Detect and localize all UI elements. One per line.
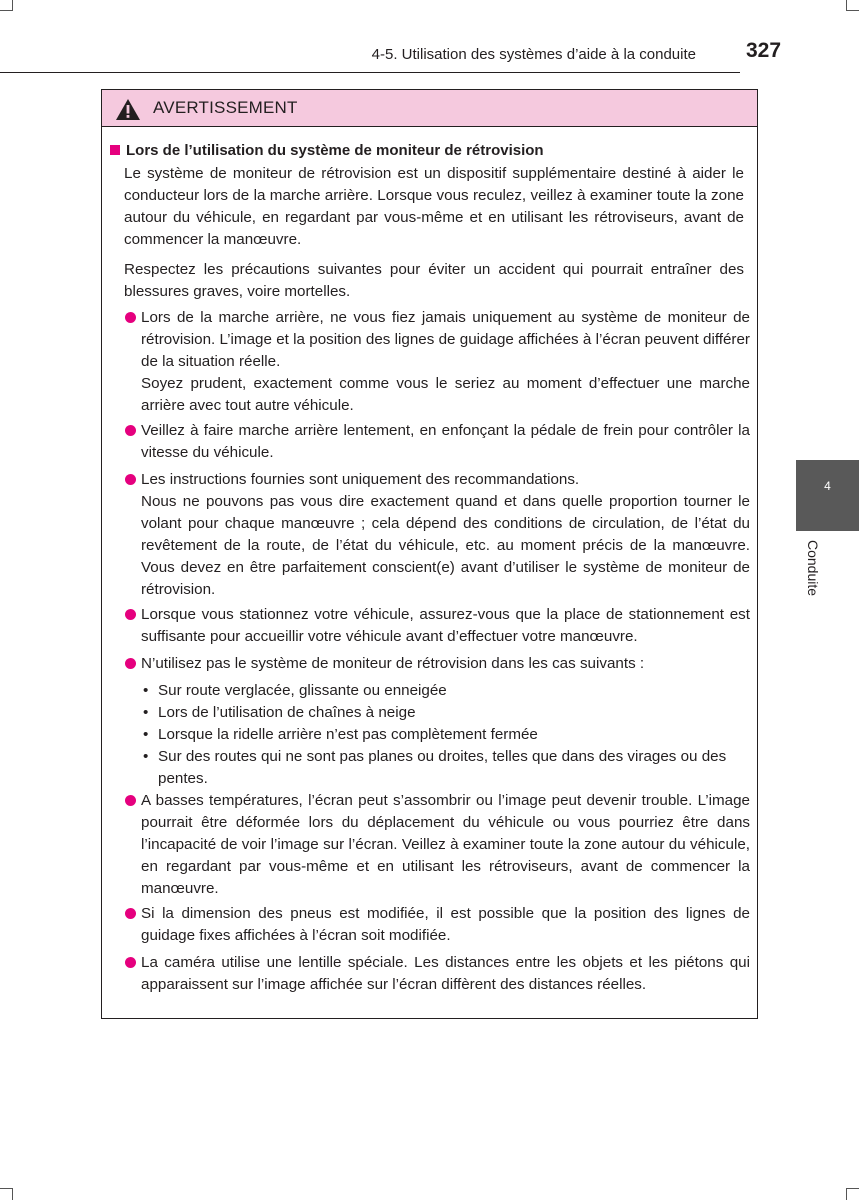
sub-list-item: • Sur route verglacée, glissante ou enneigée <box>140 680 750 702</box>
bullet-dot-icon <box>125 609 136 620</box>
chapter-label-wrap <box>800 540 826 610</box>
running-header: 4-5. Utilisation des systèmes d’aide à la conduite <box>371 46 696 63</box>
bullet-dot-icon <box>125 474 136 485</box>
crop-mark <box>0 1188 12 1189</box>
list-item <box>124 469 750 601</box>
bullet-dot-icon <box>125 795 136 806</box>
list-item-text: Lorsque vous stationnez votre véhicule, assurez-vous que la place de stationnement est suffisante pour accueillir votre véhicule avant d’effectuer votre manœuvre. <box>141 606 750 645</box>
header-rule <box>0 72 740 73</box>
crop-mark <box>847 10 859 11</box>
warning-header <box>102 90 757 127</box>
intro-text: Le système de moniteur de rétrovision est un dispositif supplémentaire destiné à aider le conducteur lors de la marche arrière. Lorsque vous reculez, veillez à examiner toute la zone autour du véhicule, en regardant par vous-même et en utilisant les rétroviseurs, avant de commencer la manœuvre. <box>124 165 744 248</box>
list-item-text: Les instructions fournies sont uniquement des recommandations. <box>141 471 580 488</box>
bullet-dot-icon <box>125 425 136 436</box>
list-item <box>124 952 750 996</box>
page-number: 327 <box>746 39 782 62</box>
bullet-dot-icon <box>125 658 136 669</box>
crop-mark <box>846 1188 847 1200</box>
crop-mark <box>12 1188 13 1200</box>
list-item <box>124 604 750 648</box>
list-item-text: A basses températures, l’écran peut s’assombrir ou l’image peut devenir trouble. L’image pourrait être déformée lors du déplacement du véhicule ou vous pourriez être dans l’incapacité de voir l’image sur l’écran. Veillez à examiner toute la zone autour du véhicule, en regardant par vous-même et en utilisant les rétroviseurs, avant de commencer la manœuvre. <box>141 792 750 897</box>
sub-list-item: • Lors de l’utilisation de chaînes à neige <box>140 702 750 724</box>
intro-paragraph <box>124 259 744 303</box>
chapter-label: Conduite <box>805 540 821 597</box>
list-item-text: Si la dimension des pneus est modifiée, il est possible que la position des lignes de guidage fixes affichées à l’écran soit modifiée. <box>141 905 750 944</box>
list-item <box>124 653 750 675</box>
chapter-tab <box>796 460 859 531</box>
sub-list <box>140 680 750 790</box>
list-item <box>124 790 750 900</box>
list-item <box>124 420 750 464</box>
list-item <box>124 307 750 417</box>
list-item <box>124 903 750 947</box>
sub-list-item: • Lorsque la ridelle arrière n’est pas complètement fermée <box>140 724 750 746</box>
intro-text: Respectez les précautions suivantes pour éviter un accident qui pourrait entraîner des blessures graves, voire mortelles. <box>124 261 744 300</box>
intro-paragraph <box>124 163 744 251</box>
bullet-dot-icon <box>125 908 136 919</box>
bullet-dot-icon <box>125 957 136 968</box>
warning-box <box>101 89 758 1019</box>
section-heading <box>110 140 544 162</box>
crop-mark <box>0 10 12 11</box>
sub-list-item: • Sur des routes qui ne sont pas planes ou droites, telles que dans des virages ou des pentes. <box>140 746 750 790</box>
chapter-number: 4 <box>824 479 831 493</box>
list-item-text: La caméra utilise une lentille spéciale. Les distances entre les objets et les piétons qui apparaissent sur l’image affichée sur l’écran diffèrent des distances réelles. <box>141 954 750 993</box>
section-heading-text: Lors de l’utilisation du système de moniteur de rétrovision <box>126 142 544 159</box>
square-bullet-icon <box>110 145 120 155</box>
list-item-text: Lors de la marche arrière, ne vous fiez jamais uniquement au système de moniteur de rétrovision. L’image et la position des lignes de guidage affichées à l’écran peuvent différer de la situation réelle. <box>141 309 750 370</box>
crop-mark <box>847 1188 859 1189</box>
warning-title: AVERTISSEMENT <box>153 98 298 117</box>
warning-triangle-icon <box>115 98 141 121</box>
bullet-dot-icon <box>125 312 136 323</box>
crop-mark <box>12 0 13 11</box>
crop-mark <box>846 0 847 11</box>
list-item-text: Veillez à faire marche arrière lentement, en enfonçant la pédale de frein pour contrôler la vitesse du véhicule. <box>141 422 750 461</box>
list-item-text: N’utilisez pas le système de moniteur de rétrovision dans les cas suivants : <box>141 655 645 672</box>
list-item-text: Nous ne pouvons pas vous dire exactement quand et dans quelle proportion tourner le volant pour chaque manœuvre ; cela dépend des conditions de circulation, de l’état du revêtement de la route, de l’état du véhicule, etc. au moment précis de la manœuvre. Vous devez en être parfaitement conscient(e) avant d’utiliser le système de moniteur de rétrovision. <box>141 493 750 598</box>
list-item-text: Soyez prudent, exactement comme vous le seriez au moment d’effectuer une marche arrière avec tout autre véhicule. <box>141 375 750 414</box>
